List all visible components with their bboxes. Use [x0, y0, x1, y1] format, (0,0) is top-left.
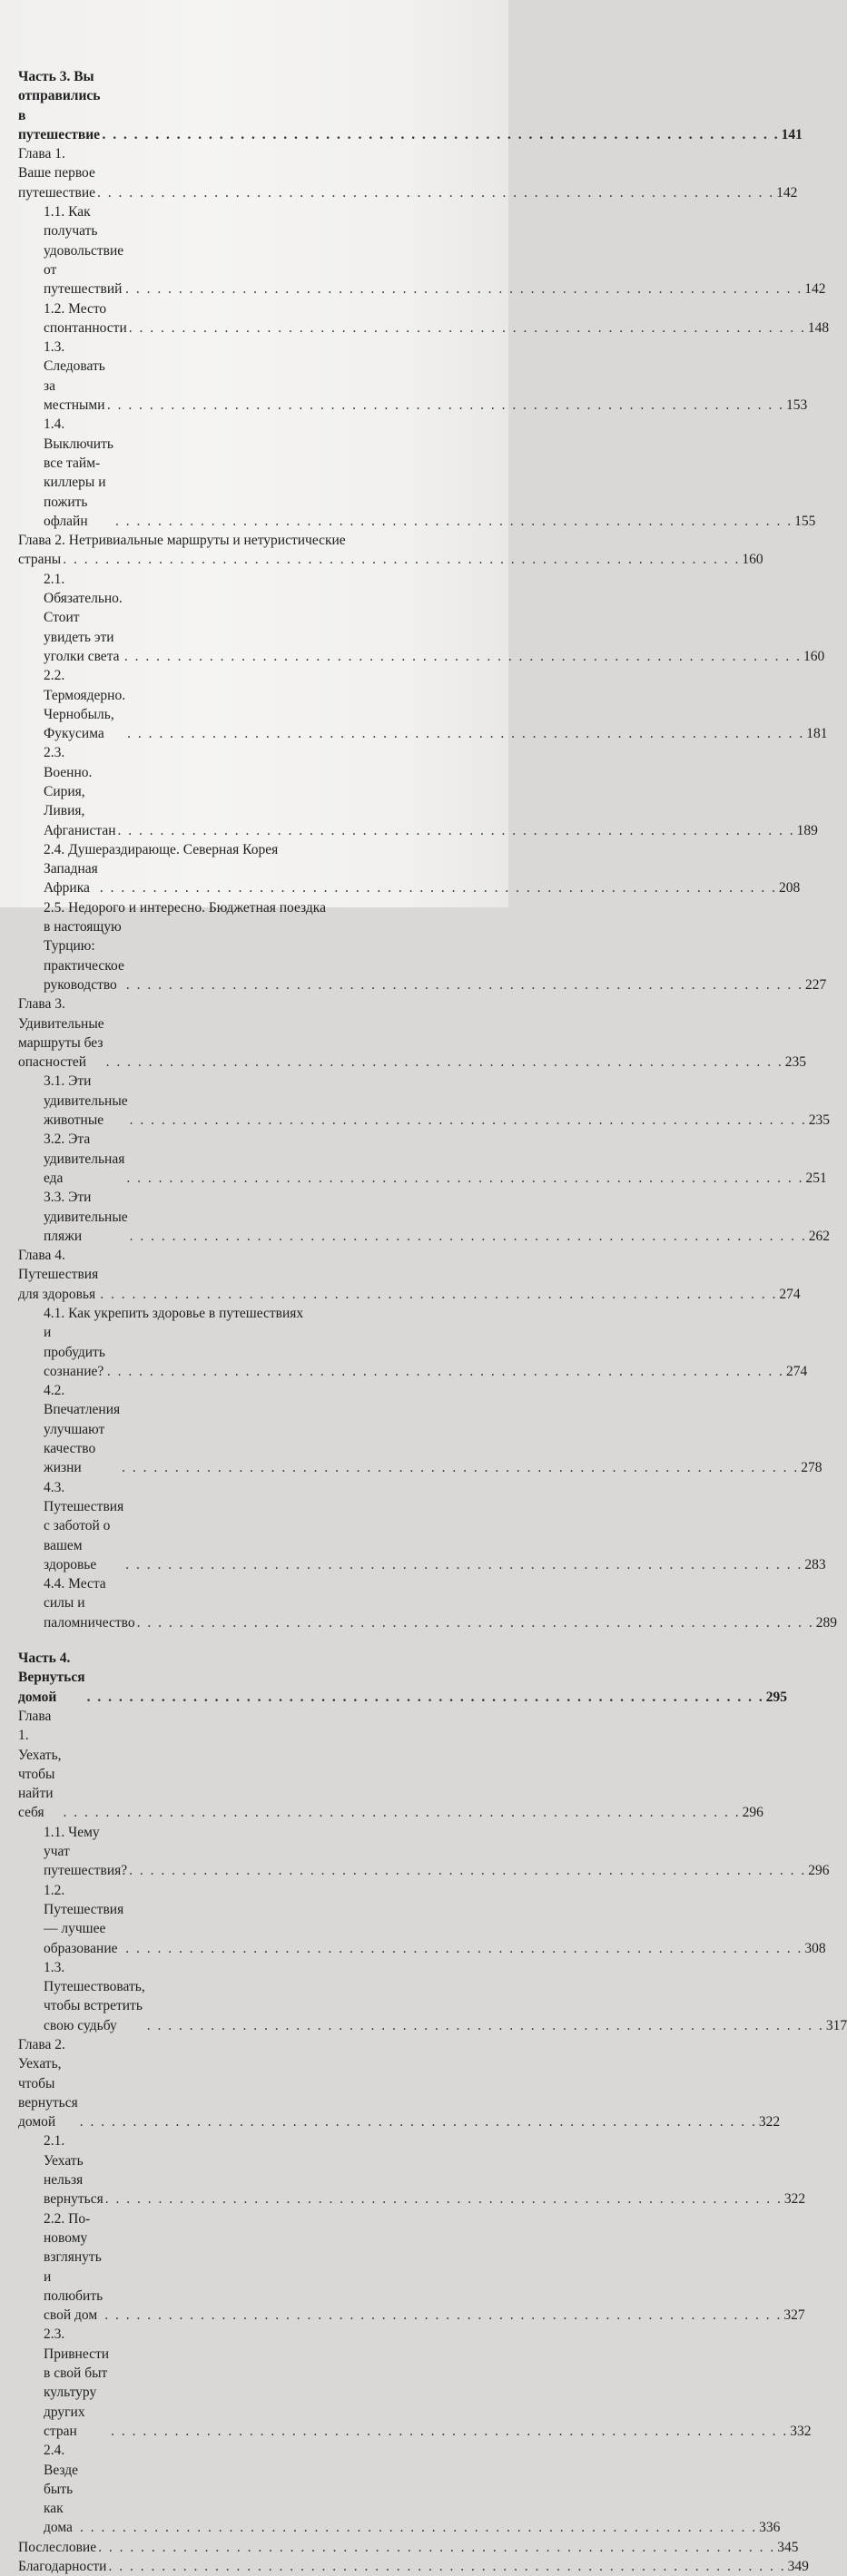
toc-section-title-line1: 4.1. Как укрепить здоровье в путешествиях	[44, 1306, 304, 1321]
toc-section-title: Западная Африка	[44, 861, 98, 896]
page-number: 153	[785, 397, 808, 414]
toc-section-title: 2.1. Обязательно. Стоит увидеть эти уголки света	[44, 571, 123, 664]
dot-leader	[87, 1688, 764, 1707]
section-gap	[18, 1632, 441, 1649]
dot-leader	[125, 1555, 803, 1574]
dot-leader	[98, 2538, 775, 2557]
toc-section-entry	[18, 1823, 830, 1881]
toc-section-title: 1.3. Путешествовать, чтобы встретить свою судьбу	[44, 1959, 145, 2033]
toc-chapter-entry	[18, 1707, 763, 1823]
toc-section-entry	[18, 338, 808, 415]
toc-part-title: Часть 3. Вы отправились в путешествие	[18, 69, 101, 142]
toc-chapter-title: Глава 1. Ваше первое путешествие	[18, 146, 96, 201]
toc-section-title: 1.2. Место спонтанности	[44, 300, 127, 336]
page-number: 235	[808, 1112, 830, 1129]
toc-section-title: 1.4. Выключить все тайм-киллеры и пожить офлайн	[44, 416, 113, 529]
page-number: 189	[796, 822, 818, 838]
toc-part-entry	[18, 67, 803, 144]
toc-section-entry	[18, 1130, 827, 1188]
toc-chapter-title: страны	[18, 552, 62, 568]
page-number: 327	[783, 2307, 805, 2324]
table-of-contents	[18, 67, 847, 2576]
dot-leader	[105, 2189, 783, 2209]
page-number: 155	[794, 513, 816, 529]
page-number: 289	[815, 1614, 837, 1631]
dot-leader	[97, 183, 774, 202]
toc-section-title: 2.4. Везде быть как дома	[44, 2443, 79, 2536]
page-number: 142	[776, 184, 798, 201]
dot-leader	[102, 125, 779, 144]
toc-section-entry	[18, 570, 825, 666]
page-number: 251	[805, 1170, 827, 1186]
toc-part-title: Часть 4. Вернуться домой	[18, 1650, 85, 1705]
toc-section-title: 2.3. Привнести в свой быт культуру других стран	[44, 2326, 110, 2439]
dot-leader	[108, 2557, 785, 2576]
dot-leader	[126, 1169, 803, 1188]
dot-leader	[115, 512, 793, 531]
dot-leader	[137, 1613, 814, 1632]
toc-section-entry	[18, 1072, 830, 1130]
toc-chapter-title: Послесловие	[18, 2539, 97, 2555]
toc-section-entry	[18, 1304, 808, 1381]
page-number: 181	[806, 726, 828, 742]
toc-section-entry	[18, 202, 826, 299]
toc-section-title: 1.2. Путешествия — лучшее образование	[44, 1882, 124, 1956]
page-number: 283	[804, 1556, 826, 1572]
dot-leader	[126, 975, 803, 994]
dot-leader	[107, 396, 784, 415]
toc-section-entry	[18, 666, 828, 743]
page-number: 345	[777, 2539, 799, 2555]
toc-chapter-entry	[18, 2557, 809, 2576]
toc-section-entry	[18, 299, 830, 338]
toc-section-entry	[18, 1478, 826, 1574]
dot-leader	[63, 550, 740, 569]
dot-leader	[124, 647, 802, 666]
toc-section-title: 1.1. Чему учат путешествия?	[44, 1824, 128, 1879]
toc-section-title-line1: 2.5. Недорого и интересно. Бюджетная поездка	[44, 899, 326, 916]
toc-section-title: 3.1. Эти удивительные животные	[44, 1073, 128, 1129]
toc-chapter-title: Глава 3. Удивительные маршруты без опасностей	[18, 996, 104, 1071]
toc-section-entry	[18, 898, 827, 994]
toc-section-entry	[18, 743, 818, 839]
dot-leader	[64, 1803, 741, 1822]
toc-section-title: 4.4. Места силы и паломничество	[44, 1576, 135, 1631]
toc-section-entry	[18, 1381, 822, 1477]
dot-leader	[100, 878, 777, 897]
page-number: 322	[758, 2114, 781, 2130]
toc-section-title: и пробудить сознание?	[44, 1325, 105, 1379]
toc-chapter-entry	[18, 994, 807, 1072]
page-number: 336	[759, 2520, 781, 2536]
dot-leader	[118, 821, 795, 840]
page-number: 160	[803, 648, 825, 664]
toc-section-title: 4.3. Путешествия с заботой о вашем здоровье	[44, 1479, 124, 1572]
toc-section-entry	[18, 840, 801, 898]
dot-leader	[122, 1458, 799, 1477]
toc-section-entry	[18, 2209, 805, 2326]
page-number: 278	[801, 1460, 822, 1476]
toc-part-entry	[18, 1649, 787, 1707]
dot-leader	[104, 2306, 782, 2325]
toc-chapter-title: Глава 1. Уехать, чтобы найти себя	[18, 1708, 62, 1821]
page-number: 235	[784, 1054, 807, 1071]
toc-section-title: 2.1. Уехать нельзя вернуться	[44, 2133, 103, 2208]
toc-section-title: 4.2. Впечатления улучшают качество жизни	[44, 1383, 121, 1476]
toc-section-entry	[18, 2441, 781, 2537]
toc-section-entry	[18, 1574, 837, 1632]
page-number: 148	[807, 319, 830, 336]
toc-section-title: 3.3. Эти удивительные пляжи	[44, 1190, 128, 1244]
toc-chapter-entry	[18, 1246, 801, 1304]
toc-section-title: 2.2. Термоядерно. Чернобыль, Фукусима	[44, 668, 126, 742]
toc-chapter-title-line1: Глава 2. Нетривиальные маршруты и нетуристические	[18, 533, 346, 549]
toc-chapter-entry	[18, 2538, 799, 2557]
toc-section-entry	[18, 1881, 826, 1958]
page-number: 141	[781, 126, 803, 142]
toc-chapter-entry	[18, 2035, 781, 2131]
dot-leader	[130, 1111, 807, 1130]
dot-leader	[127, 724, 804, 743]
toc-chapter-title: Благодарности	[18, 2559, 107, 2574]
dot-leader	[130, 1227, 807, 1246]
dot-leader	[125, 279, 803, 299]
page-number: 274	[786, 1363, 808, 1379]
page-number: 322	[783, 2191, 806, 2208]
toc-section-title: 3.2. Эта удивительная еда	[44, 1131, 125, 1186]
toc-chapter-title: Глава 2. Уехать, чтобы вернуться домой	[18, 2036, 78, 2130]
toc-section-entry	[18, 1188, 830, 1246]
page-number: 308	[804, 1940, 826, 1956]
dot-leader	[129, 318, 806, 338]
toc-section-title: в настоящую Турцию: практическое руководство	[44, 919, 124, 993]
toc-section-entry	[18, 415, 816, 531]
page-number: 262	[808, 1228, 830, 1244]
toc-chapter-entry	[18, 531, 763, 570]
dot-leader	[107, 1362, 784, 1381]
dot-leader	[100, 1285, 777, 1304]
toc-section-title: 1.3. Следовать за местными	[44, 339, 105, 414]
dot-leader	[125, 1939, 803, 1958]
page-number: 142	[804, 281, 826, 298]
toc-chapter-entry	[18, 144, 798, 202]
toc-section-entry	[18, 2325, 812, 2441]
page-number: 160	[742, 552, 763, 568]
dot-leader	[80, 2112, 757, 2131]
dot-leader	[129, 1861, 806, 1880]
page-number: 227	[804, 976, 827, 993]
toc-chapter-title: Глава 4. Путешествия для здоровья	[18, 1248, 99, 1302]
toc-section-title-line1: 2.4. Душераздирающе. Северная Корея	[44, 841, 279, 857]
page-number: 208	[778, 880, 801, 896]
page-number: 274	[779, 1286, 801, 1302]
toc-section-title: 1.1. Как получать удовольствие от путешествий	[44, 204, 124, 298]
page-number: 296	[808, 1863, 830, 1879]
dot-leader	[111, 2422, 788, 2441]
toc-section-entry	[18, 2131, 806, 2209]
toc-section-entry	[18, 1958, 847, 2035]
page-number: 317	[825, 2017, 847, 2033]
page-number: 349	[787, 2559, 809, 2574]
page-number: 296	[742, 1805, 763, 1821]
dot-leader	[80, 2518, 757, 2537]
dot-leader	[106, 1053, 783, 1072]
dot-leader	[147, 2016, 824, 2035]
page-number: 295	[765, 1689, 787, 1705]
toc-section-title: 2.3. Военно. Сирия, Ливия, Афганистан	[44, 745, 116, 838]
toc-section-title: 2.2. По-новому взглянуть и полюбить свой дом	[44, 2210, 103, 2324]
page-number: 332	[790, 2423, 812, 2439]
